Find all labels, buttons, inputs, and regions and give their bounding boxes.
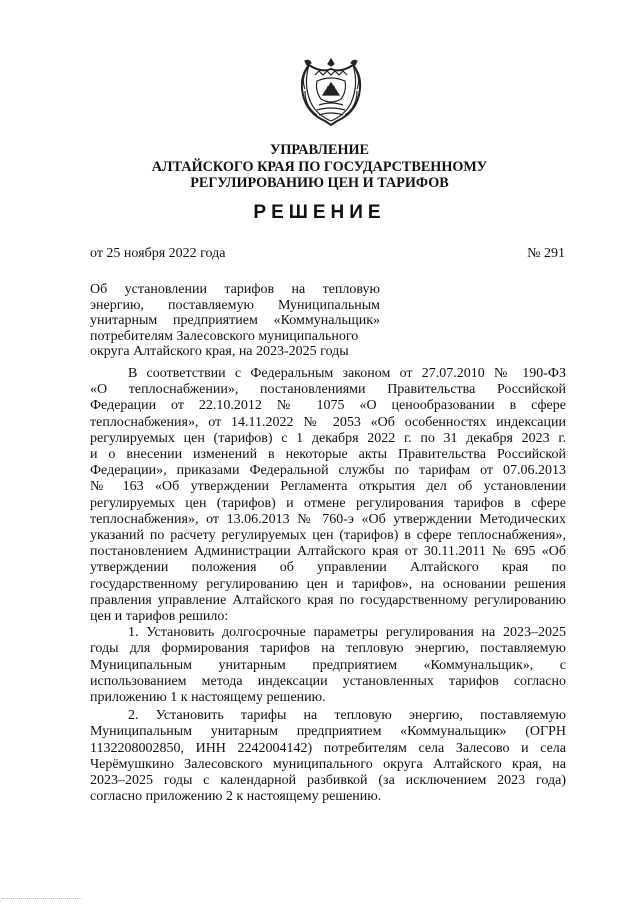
- body-line: теплоснабжения», от 14.11.2022 № 2053 «Об особенностях индексации: [90, 414, 566, 430]
- body-line: согласно приложению 2 к настоящему решению.: [90, 789, 382, 805]
- body-line: В соответствии с Федеральным законом от 27.07.2010 № 190-ФЗ: [128, 366, 566, 381]
- body-line: указаний по расчету регулируемых цен (тарифов) в сфере теплоснабжения»,: [90, 528, 566, 544]
- body-line: 1132208002850, ИНН 2242004142) потребителям села Залесово и села: [90, 740, 566, 756]
- page-footer-mark: [2, 898, 82, 899]
- body-line: № 163 «Об утверждении Регламента открытия дел об установлении: [90, 479, 566, 495]
- body-line: правления управление Алтайского края по государственному регулированию: [90, 592, 566, 608]
- subject-line: округа Алтайского края, на 2023-2025 годы: [90, 344, 349, 360]
- body-line: Федерации от 22.10.2012 № 1075 «О ценообразовании в сфере: [90, 398, 566, 414]
- org-line: АЛТАЙСКОГО КРАЯ ПО ГОСУДАРСТВЕННОМУ: [151, 158, 488, 175]
- subject-line: унитарным предприятием «Коммунальщик»: [90, 313, 380, 329]
- document-number: № 291: [527, 246, 565, 261]
- org-line: РЕГУЛИРОВАНИЮ ЦЕН И ТАРИФОВ: [190, 175, 449, 191]
- document-title: РЕШЕНИЕ: [253, 202, 386, 223]
- subject-line: энергию, поставляемую Муниципальным: [90, 297, 380, 313]
- organization-name: [0, 142, 639, 192]
- body-line: 2. Установить тарифы на тепловую энергию, поставляемую: [128, 708, 566, 724]
- document-subject: [90, 282, 380, 360]
- body-line: «О теплоснабжении», постановлениями Правительства Российской: [90, 382, 566, 398]
- body-line: теплоснабжения», от 13.06.2013 № 760-э «Об утверждении Методических: [90, 511, 566, 527]
- body-line: 1. Установить долгосрочные параметры регулирования на 2023–2025: [128, 625, 566, 641]
- body-line: цен и тарифов решило:: [90, 609, 229, 625]
- subject-line: Об установлении тарифов на тепловую: [90, 282, 380, 297]
- body-line: годы для формирования тарифов на тепловую энергию, поставляемую: [90, 641, 566, 657]
- body-line: Черёмушкино Залесовского муниципального округа Алтайского края, на: [90, 756, 566, 772]
- body-line: государственному регулированию цен и тарифов», на основании решения: [90, 576, 566, 592]
- body-line: Муниципальным унитарным предприятием «Коммунальщик» (ОГРН: [90, 724, 566, 740]
- body-line: утверждении положения об управлении Алтайского края по: [90, 560, 566, 576]
- document-date: от 25 ноября 2022 года: [90, 246, 226, 261]
- body-line: регулируемых цен (тарифов) и отмене регулирования тарифов в сфере: [90, 495, 566, 511]
- body-line: регулируемых цен (тарифов) с 1 декабря 2022 г. по 31 декабря 2023 г.: [90, 430, 566, 446]
- document-body: [90, 366, 566, 805]
- body-line: приложению 1 к настоящему решению.: [90, 690, 326, 706]
- subject-line: потребителям Залесовского муниципального: [90, 328, 359, 344]
- org-line: УПРАВЛЕНИЕ: [269, 142, 370, 158]
- body-line: Федерации», приказами Федеральной службы по тарифам от 07.06.2013: [90, 463, 566, 479]
- altai-krai-coat-of-arms-icon: [295, 55, 367, 129]
- body-line: 2023–2025 годы с календарной разбивкой (за исключением 2023 года): [90, 773, 566, 789]
- body-line: использованием метода индексации установленных тарифов согласно: [90, 673, 566, 689]
- body-line: постановлением Администрации Алтайского края от 30.11.2011 № 695 «Об: [90, 544, 566, 560]
- body-line: и о внесении изменений в некоторые акты Правительства Российской: [90, 447, 566, 463]
- body-line: Муниципальным унитарным предприятием «Коммунальщик», с: [90, 657, 566, 673]
